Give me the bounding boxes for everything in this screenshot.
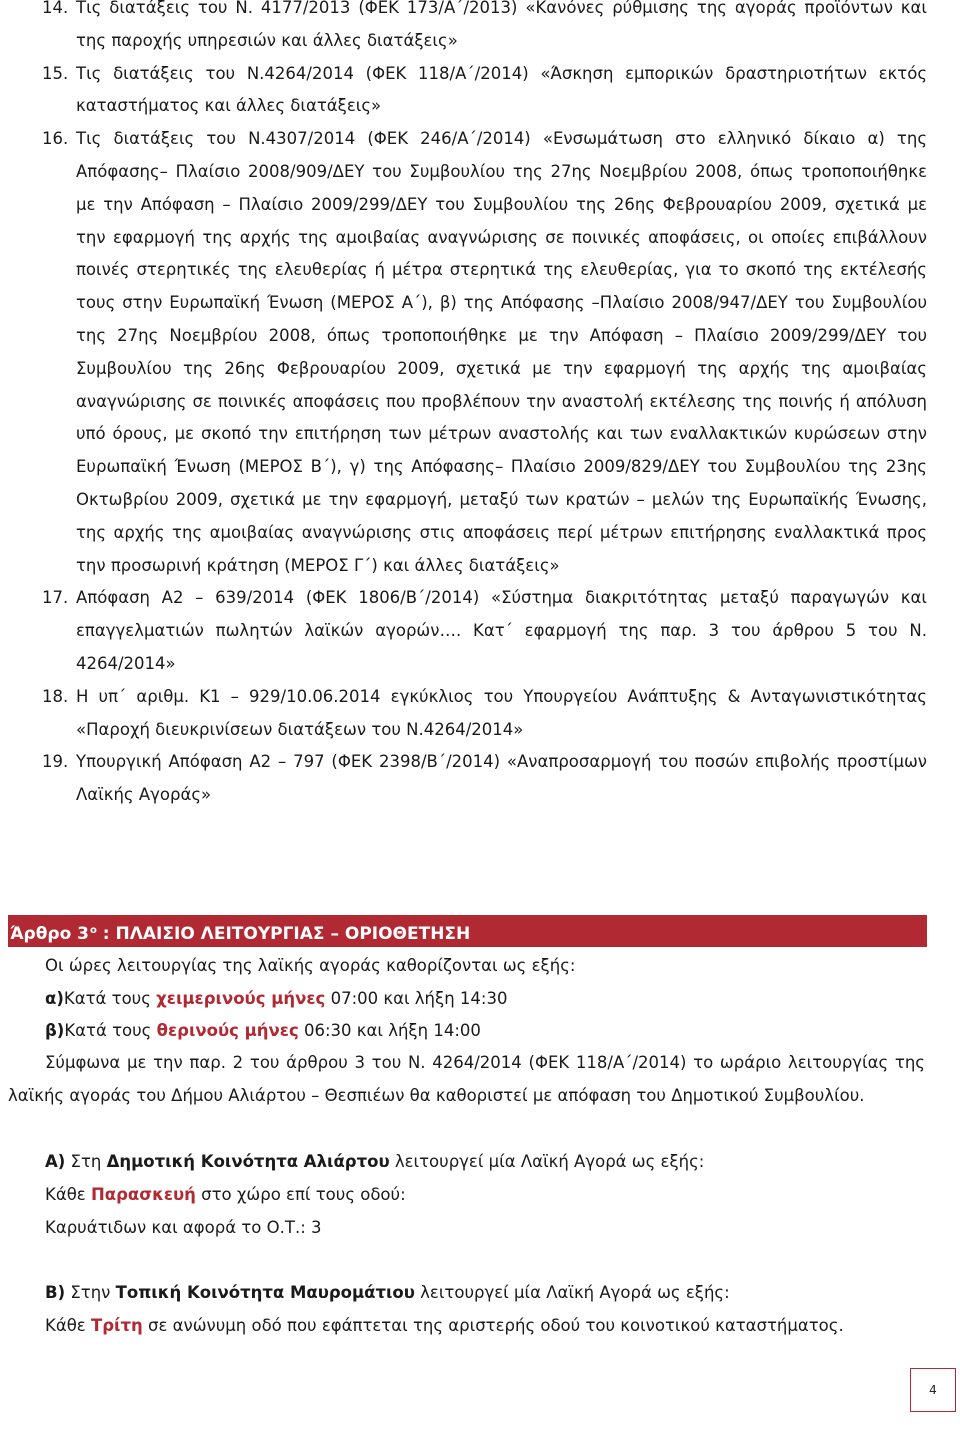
section-b-day-pre: Κάθε (45, 1316, 91, 1335)
list-item (42, 746, 927, 812)
item-text: Τις διατάξεις του Ν.4307/2014 (ΦΕΚ 246/Α΄/2014) «Ενσωμάτωση στο ελληνικό δίκαιο α) της Απόφασης– Πλαίσιο 2008/909/ΔΕΥ του Συμβουλίου της 27ης Νοεμβρίου 2008, όπως τροποποιήθηκε με την Απόφαση – Πλαίσιο 2009/299/ΔΕΥ του Συμβουλίου της 26ης Φεβρουαρίου 2009, σχετικά με την εφαρμογή της αρχής της αμοιβαίας αναγνώρισης σε ποινικές αποφάσεις, οι οποίες επιβάλλουν ποινές στερητικές της ελευθερίας ή μέτρα στερητικά της ελευθερίας, για το σκοπό της εκτέλεσής τους στην Ευρωπαϊκή Ένωση (ΜΕΡΟΣ Α΄), β) της Απόφασης –Πλαίσιο 2008/947/ΔΕΥ του Συμβουλίου της 27ης Νοεμβρίου 2008, όπως τροποποιήθηκε με την Απόφαση – Πλαίσιο 2009/299/ΔΕΥ του Συμβουλίου της 26ης Φεβρουαρίου 2009, σχετικά με την εφαρμογή της αρχής της αμοιβαίας αναγνώρισης σε ποινικές αποφάσεις που προβλέπουν την αναστολή εκτέλεσης της ποινής ή απόλυση υπό όρους, με σκοπό την επιτήρηση των μέτρων αναστολής και των εναλλακτικών κυρώσεων στην Ευρωπαϊκή Ένωση (ΜΕΡΟΣ Β΄), γ) της Απόφασης– Πλαίσιο 2009/829/ΔΕΥ του Συμβουλίου της 23ης Οκτωβρίου 2009, σχετικά με την εφαρμογή, μεταξύ των κρατών – μελών της Ευρωπαϊκής Ένωσης, της αρχής της αμοιβαίας αναγνώρισης στις αποφάσεις περί μέτρων επιτήρησης εναλλακτικά προς την προσωρινή κράτηση (ΜΕΡΟΣ Γ΄) και άλλες διατάξεις» (76, 129, 927, 575)
section-a-label: Α) (45, 1152, 66, 1171)
section-b-community: Τοπική Κοινότητα Μαυρομάτιου (115, 1283, 415, 1302)
summer-months: θερινούς μήνες (156, 1021, 299, 1040)
item-text: Τις διατάξεις του Ν. 4177/2013 (ΦΕΚ 173/Α΄/2013) «Κανόνες ρύθμισης της αγοράς προϊόντων και της παροχής υπηρεσιών και άλλες διατάξεις» (76, 0, 927, 50)
section-a-community: Δημοτική Κοινότητα Αλιάρτου (106, 1152, 390, 1171)
list-item (42, 681, 927, 747)
law-references-list (42, 0, 927, 812)
summer-text-pre: Κατά τους (64, 1021, 157, 1040)
list-item (42, 582, 927, 680)
section-a-pre: Στη (65, 1152, 107, 1171)
item-number: 16. (42, 129, 69, 149)
section-a-post: λειτουργεί μία Λαϊκή Αγορά ως εξής: (389, 1152, 705, 1171)
heading-prefix: Άρθρο 3 (10, 924, 89, 944)
item-number: 14. (42, 0, 69, 17)
section-a-weekday: Παρασκευή (90, 1185, 196, 1204)
section-b-day-post: σε ανώνυμη οδό που εφάπτεται της αριστερής οδού του κοινοτικού καταστήματος. (142, 1316, 844, 1335)
section-a-heading (45, 1152, 704, 1171)
section-b-label: Β) (45, 1283, 66, 1302)
item-text: Η υπ΄ αριθμ. Κ1 – 929/10.06.2014 εγκύκλιος του Υπουργείου Ανάπτυξης & Ανταγωνιστικότητας «Παροχή διευκρινίσεων διατάξεων του Ν.4264/2014» (76, 686, 927, 739)
item-text: Υπουργική Απόφαση Α2 – 797 (ΦΕΚ 2398/Β΄/2014) «Αναπροσαρμογή του ποσών επιβολής προστίμων Λαϊκής Αγοράς» (76, 752, 927, 805)
section-b-pre: Στην (65, 1283, 116, 1302)
list-item (42, 58, 927, 124)
item-number: 19. (42, 752, 69, 772)
list-item (42, 123, 927, 582)
winter-hours (45, 989, 507, 1008)
winter-label: α) (45, 989, 64, 1008)
summer-label: β) (45, 1021, 65, 1040)
heading-title: : ΠΛΑΙΣΙΟ ΛΕΙΤΟΥΡΓΙΑΣ – ΟΡΙΟΘΕΤΗΣΗ (96, 924, 471, 944)
section-a-street: Καρυάτιδων και αφορά το Ο.Τ.: 3 (45, 1218, 322, 1237)
section-a-day (45, 1185, 406, 1204)
section-a-day-pre: Κάθε (45, 1185, 91, 1204)
winter-text-pre: Κατά τους (63, 989, 157, 1008)
item-number: 17. (42, 588, 69, 608)
heading-superscript: ο (90, 925, 97, 936)
article-heading (8, 915, 927, 947)
item-number: 18. (42, 686, 69, 706)
section-b-weekday: Τρίτη (90, 1316, 143, 1335)
list-item (42, 0, 927, 58)
summer-hours (45, 1021, 481, 1040)
law-paragraph: Σύμφωνα με την παρ. 2 του άρθρου 3 του Ν. 4264/2014 (ΦΕΚ 118/Α΄/2014) το ωράριο λειτουργίας της λαϊκής αγοράς του Δήμου Αλιάρτου – Θεσπιέων θα καθοριστεί με απόφαση του Δημοτικού Συμβουλίου. (8, 1053, 925, 1105)
page-number: 4 (910, 1368, 956, 1412)
summer-times: 06:30 και λήξη 14:00 (298, 1021, 481, 1040)
section-b-post: λειτουργεί μία Λαϊκή Αγορά ως εξής: (414, 1283, 730, 1302)
section-a-day-post: στο χώρο επί τους οδού: (195, 1185, 406, 1204)
hours-intro: Οι ώρες λειτουργίας της λαϊκής αγοράς καθορίζονται ως εξής: (45, 956, 576, 975)
winter-times: 07:00 και λήξη 14:30 (325, 989, 508, 1008)
section-b-day (45, 1316, 844, 1335)
winter-months: χειμερινούς μήνες (156, 989, 326, 1008)
item-text: Απόφαση Α2 – 639/2014 (ΦΕΚ 1806/Β΄/2014) «Σύστημα διακριτότητας μεταξύ παραγωγών και επαγγελματιών πωλητών λαϊκών αγορών…. Κατ΄ εφαρμογή της παρ. 3 του άρθρου 5 του Ν. 4264/2014» (76, 588, 927, 673)
item-text: Τις διατάξεις του Ν.4264/2014 (ΦΕΚ 118/Α΄/2014) «Άσκηση εμπορικών δραστηριοτήτων εκτός καταστήματος και άλλες διατάξεις» (76, 63, 927, 116)
section-b-heading (45, 1283, 730, 1302)
item-number: 15. (42, 63, 69, 83)
